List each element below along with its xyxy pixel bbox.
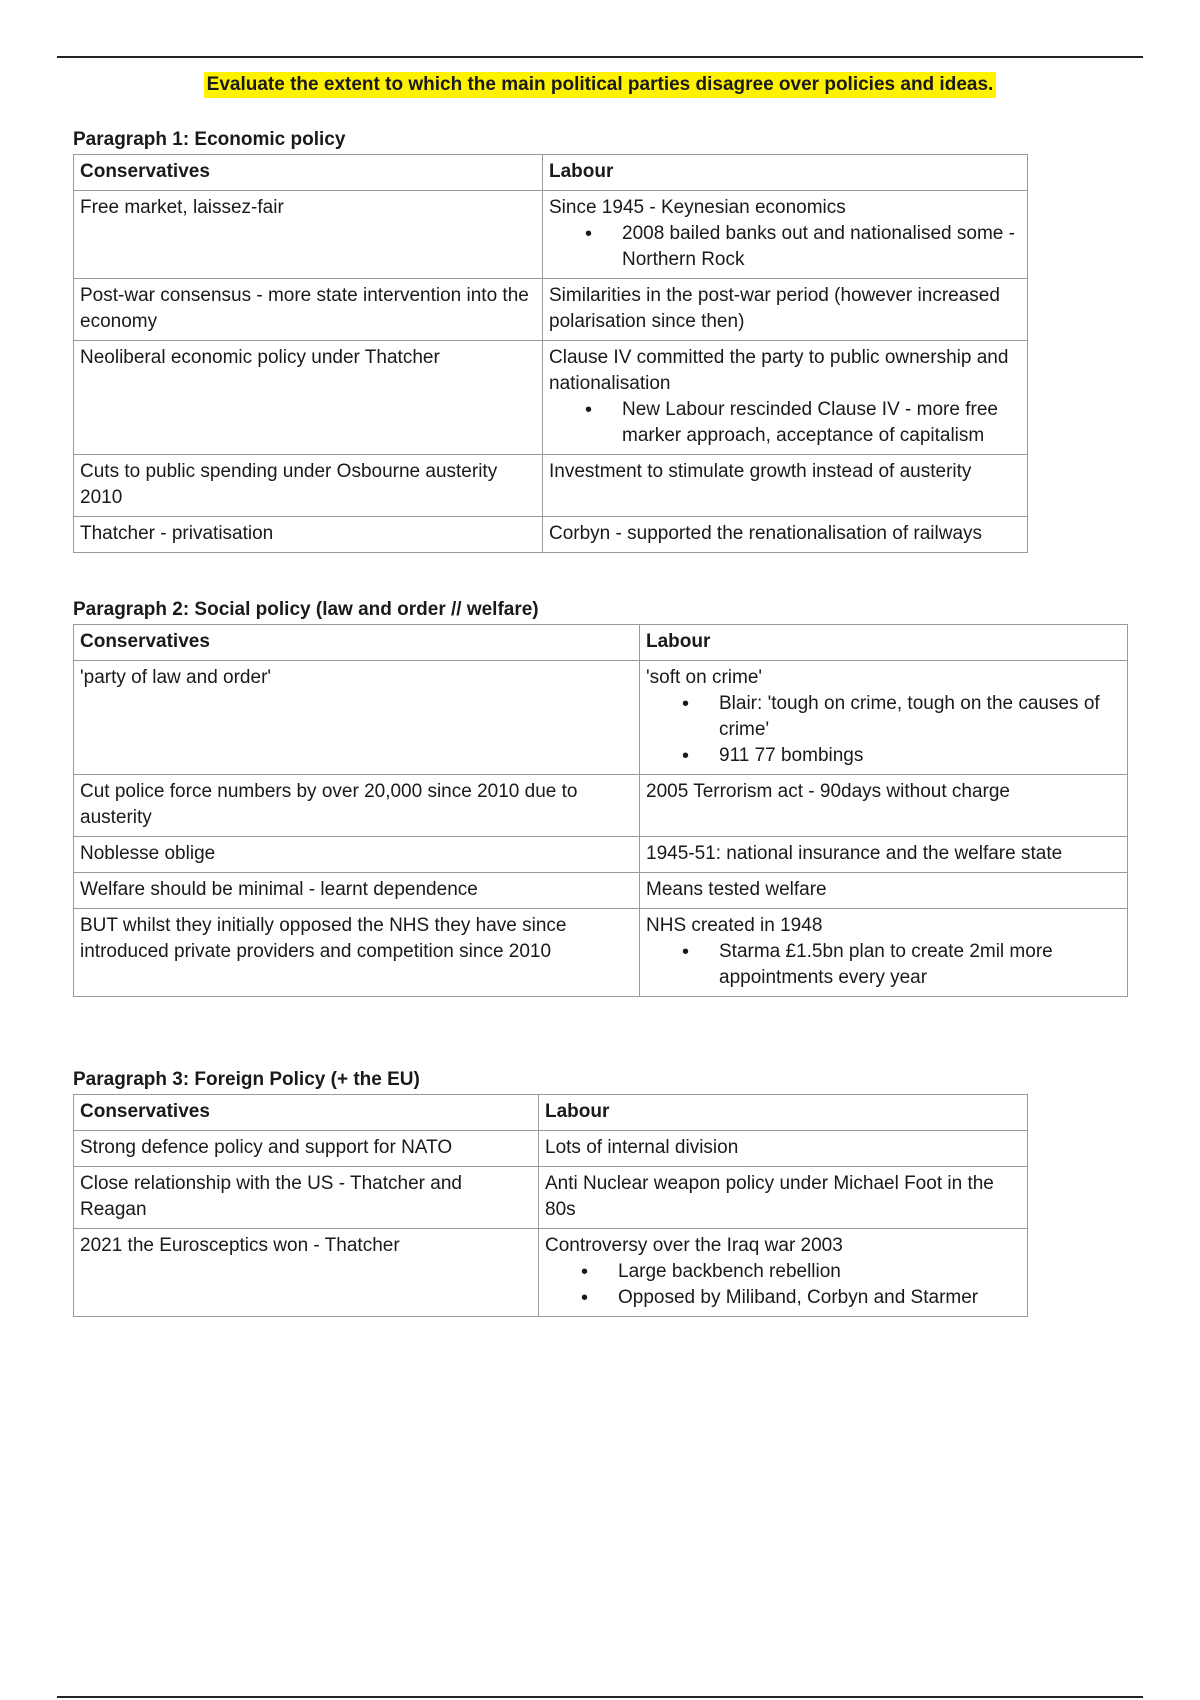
labour-cell bbox=[543, 455, 1028, 517]
table-row bbox=[74, 873, 1128, 909]
bullet-list bbox=[646, 939, 1121, 991]
section-economic-policy bbox=[73, 128, 1028, 553]
section-social-policy bbox=[73, 598, 1128, 997]
labour-cell-text: Investment to stimulate growth instead of austerity bbox=[549, 461, 972, 482]
labour-cell bbox=[539, 1229, 1028, 1317]
header-conservatives: Conservatives bbox=[74, 155, 543, 191]
labour-cell bbox=[539, 1131, 1028, 1167]
bullet-list bbox=[545, 1259, 1021, 1311]
table-header-row bbox=[74, 155, 1028, 191]
labour-cell bbox=[543, 279, 1028, 341]
bullet-item: • 911 77 bombings bbox=[719, 743, 1121, 769]
table-row bbox=[74, 909, 1128, 997]
table-row bbox=[74, 1229, 1028, 1317]
conservatives-cell: 'party of law and order' bbox=[74, 661, 640, 775]
labour-cell bbox=[640, 909, 1128, 997]
labour-cell bbox=[640, 873, 1128, 909]
policy-table bbox=[73, 624, 1128, 997]
section-foreign-policy bbox=[73, 1068, 1028, 1317]
labour-cell-text: Lots of internal division bbox=[545, 1137, 739, 1158]
conservatives-cell: Neoliberal economic policy under Thatcher bbox=[74, 341, 543, 455]
header-labour: Labour bbox=[640, 625, 1128, 661]
header-labour: Labour bbox=[539, 1095, 1028, 1131]
bullet-item: • Large backbench rebellion bbox=[618, 1259, 1021, 1285]
conservatives-cell: Post-war consensus - more state intervention into the economy bbox=[74, 279, 543, 341]
conservatives-cell: Close relationship with the US - Thatcher and Reagan bbox=[74, 1167, 539, 1229]
bottom-rule bbox=[57, 1696, 1143, 1698]
labour-cell-text: Means tested welfare bbox=[646, 879, 827, 900]
labour-cell bbox=[543, 341, 1028, 455]
labour-cell-text: Controversy over the Iraq war 2003 bbox=[545, 1235, 843, 1256]
header-conservatives: Conservatives bbox=[74, 625, 640, 661]
bullet-item: • Starma £1.5bn plan to create 2mil more appointments every year bbox=[719, 939, 1121, 991]
table-header-row bbox=[74, 625, 1128, 661]
bullet-list bbox=[646, 691, 1121, 769]
bullet-list bbox=[549, 221, 1021, 273]
table-row bbox=[74, 455, 1028, 517]
conservatives-cell: Free market, laissez-fair bbox=[74, 191, 543, 279]
table-row bbox=[74, 1131, 1028, 1167]
labour-cell-text: 1945-51: national insurance and the welfare state bbox=[646, 843, 1063, 864]
conservatives-cell: Strong defence policy and support for NATO bbox=[74, 1131, 539, 1167]
title-wrap bbox=[0, 72, 1200, 98]
table-row bbox=[74, 837, 1128, 873]
document-title: Evaluate the extent to which the main political parties disagree over policies and ideas. bbox=[204, 72, 997, 98]
labour-cell-text: Clause IV committed the party to public ownership and nationalisation bbox=[549, 347, 1009, 394]
section-heading: Paragraph 1: Economic policy bbox=[73, 129, 346, 150]
section-heading: Paragraph 2: Social policy (law and order // welfare) bbox=[73, 599, 539, 620]
labour-cell-text: NHS created in 1948 bbox=[646, 915, 823, 936]
labour-cell bbox=[640, 661, 1128, 775]
policy-table bbox=[73, 154, 1028, 553]
section-heading: Paragraph 3: Foreign Policy (+ the EU) bbox=[73, 1069, 420, 1090]
bullet-list bbox=[549, 397, 1021, 449]
table-row bbox=[74, 775, 1128, 837]
conservatives-cell: Noblesse oblige bbox=[74, 837, 640, 873]
bullet-item: • Opposed by Miliband, Corbyn and Starmer bbox=[618, 1285, 1021, 1311]
conservatives-cell: BUT whilst they initially opposed the NHS they have since introduced private providers and competition since 2010 bbox=[74, 909, 640, 997]
table-header-row bbox=[74, 1095, 1028, 1131]
conservatives-cell: Thatcher - privatisation bbox=[74, 517, 543, 553]
header-conservatives: Conservatives bbox=[74, 1095, 539, 1131]
labour-cell-text: 2005 Terrorism act - 90days without charge bbox=[646, 781, 1010, 802]
labour-cell-text: Anti Nuclear weapon policy under Michael Foot in the 80s bbox=[545, 1173, 994, 1220]
labour-cell-text: Corbyn - supported the renationalisation of railways bbox=[549, 523, 983, 544]
bullet-item: • 2008 bailed banks out and nationalised some - Northern Rock bbox=[622, 221, 1021, 273]
labour-cell bbox=[640, 837, 1128, 873]
conservatives-cell: Cut police force numbers by over 20,000 since 2010 due to austerity bbox=[74, 775, 640, 837]
table-row bbox=[74, 661, 1128, 775]
table-row bbox=[74, 191, 1028, 279]
labour-cell-text: Since 1945 - Keynesian economics bbox=[549, 197, 846, 218]
labour-cell bbox=[539, 1167, 1028, 1229]
conservatives-cell: 2021 the Eurosceptics won - Thatcher bbox=[74, 1229, 539, 1317]
table-row bbox=[74, 1167, 1028, 1229]
table-row bbox=[74, 517, 1028, 553]
top-rule bbox=[57, 56, 1143, 58]
bullet-item: • New Labour rescinded Clause IV - more free marker approach, acceptance of capitalism bbox=[622, 397, 1021, 449]
labour-cell bbox=[640, 775, 1128, 837]
table-row bbox=[74, 341, 1028, 455]
labour-cell-text: 'soft on crime' bbox=[646, 667, 763, 688]
conservatives-cell: Welfare should be minimal - learnt dependence bbox=[74, 873, 640, 909]
policy-table bbox=[73, 1094, 1028, 1317]
labour-cell bbox=[543, 191, 1028, 279]
conservatives-cell: Cuts to public spending under Osbourne austerity 2010 bbox=[74, 455, 543, 517]
labour-cell-text: Similarities in the post-war period (however increased polarisation since then) bbox=[549, 285, 1000, 332]
header-labour: Labour bbox=[543, 155, 1028, 191]
bullet-item: • Blair: 'tough on crime, tough on the causes of crime' bbox=[719, 691, 1121, 743]
table-row bbox=[74, 279, 1028, 341]
labour-cell bbox=[543, 517, 1028, 553]
